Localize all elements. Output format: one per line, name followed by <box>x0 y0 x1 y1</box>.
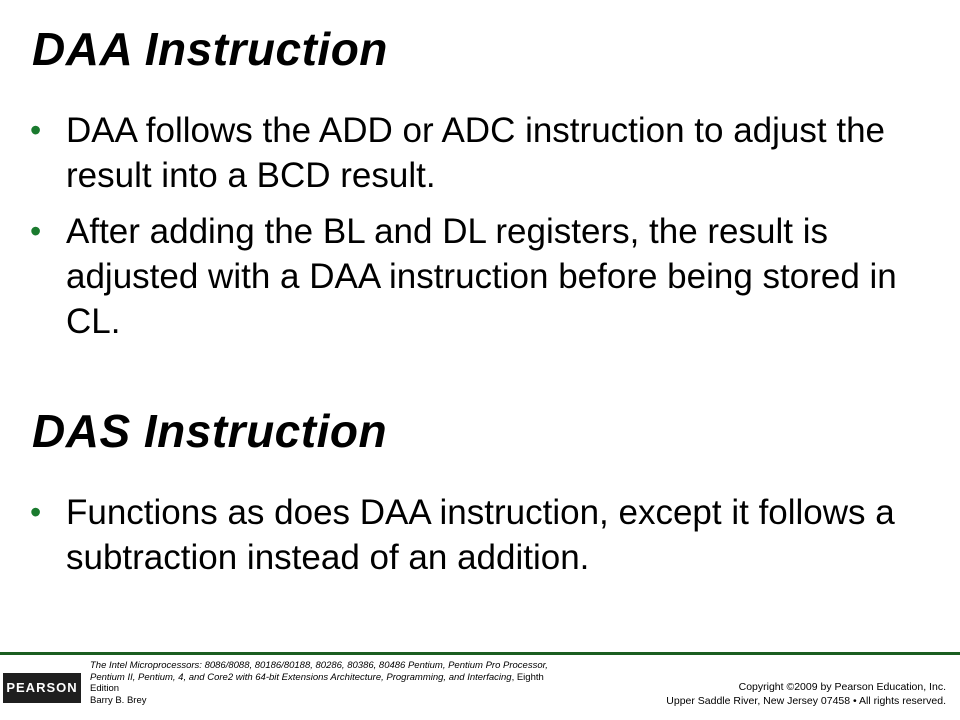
das-bullet-1-text: Functions as does DAA instruction, except it follows a subtraction instead of an addition. <box>66 493 895 577</box>
daa-bullet-2-text: After adding the BL and DL registers, the result is adjusted with a DAA instruction before being stored in CL. <box>66 212 897 341</box>
das-heading: DAS Instruction <box>32 405 388 457</box>
daa-bullet-1-text: DAA follows the ADD or ADC instruction to adjust the result into a BCD result. <box>66 111 885 195</box>
bullet-marker: • <box>30 112 42 148</box>
footer-divider <box>0 652 960 655</box>
daa-heading: DAA Instruction <box>32 23 388 75</box>
book-title-models: 8086/8088, 80186/80188, 80286, 80386, 80486 Pentium, Pentium Pro Processor, Pentium II, Pentium, 4, and Core2 with 64-bit Extensions Architecture, Programming, and Interfacing <box>90 660 548 683</box>
das-bullet-list <box>30 490 930 591</box>
book-author: Barry B. Brey <box>90 694 147 706</box>
daa-bullet-1 <box>30 108 930 198</box>
book-citation <box>90 660 550 706</box>
das-bullet-1 <box>30 490 930 580</box>
bullet-marker: • <box>30 213 42 249</box>
pearson-logo: PEARSON <box>3 673 81 703</box>
bullet-marker: • <box>30 494 42 530</box>
copyright-notice <box>666 680 946 708</box>
daa-bullet-2 <box>30 209 930 344</box>
daa-bullet-list <box>30 108 930 355</box>
book-title-lead: The Intel Microprocessors: <box>90 660 205 671</box>
copyright-line-2: Upper Saddle River, New Jersey 07458 • All rights reserved. <box>666 695 946 707</box>
copyright-line-1: Copyright ©2009 by Pearson Education, Inc. <box>738 681 946 693</box>
book-edition: , Eighth Edition <box>90 671 544 694</box>
